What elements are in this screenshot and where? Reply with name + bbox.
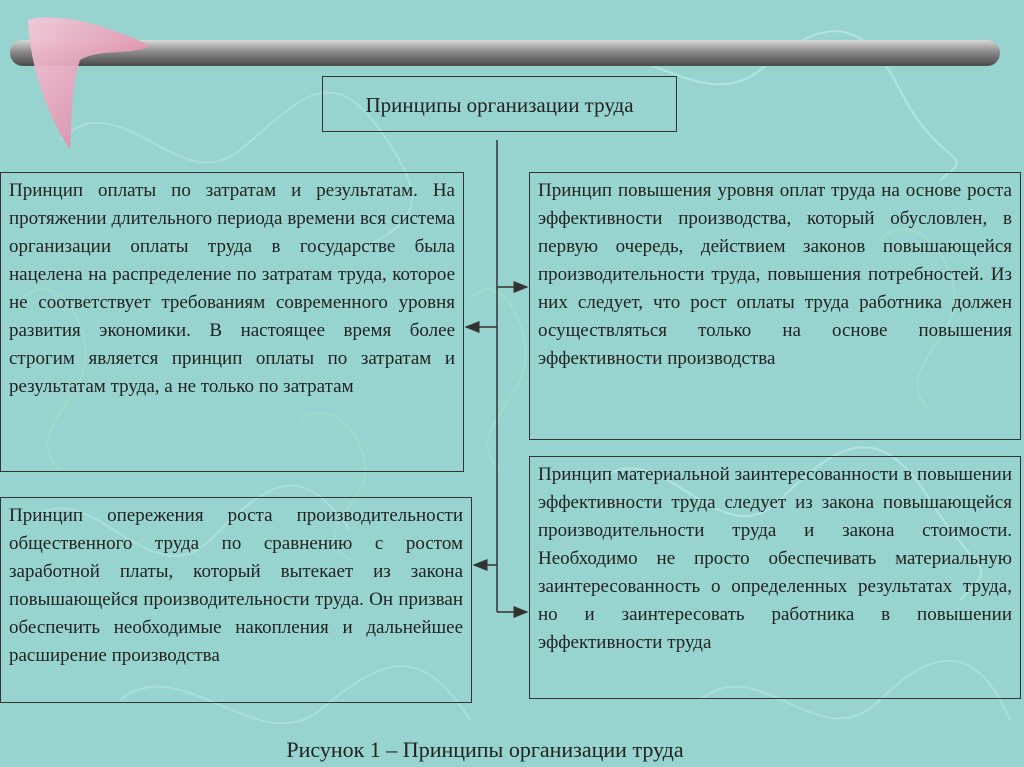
principle-box-costs-results: Принцип оплаты по затратам и результатам. На протяжении длительного периода времени вся система организации оплаты труда в государстве была нацелена на распределение по затратам труда, которое не соответствует требованиям современного уровня развития экономики. В настоящее время более строгим является принцип оплаты по затратам и результатам труда, а не только по затратам [0, 172, 464, 472]
principle-box-wage-growth: Принцип повышения уровня оплат труда на основе роста эффективности производства, который обусловлен, в первую очередь, действием законов повышающейся производительности труда, повышения потребностей. Из них следует, что рост оплаты труда работника должен осуществляться только на основе повышения эффективности производства [529, 172, 1021, 440]
diagram-title: Принципы организации труда [322, 76, 677, 132]
principle-box-material-interest: Принцип материальной заинтересованности в повышении эффективности труда следует из закона повышающейся производительности труда и закона стоимости. Необходимо не просто обеспечивать материальную заинтересованность о определенных результатах труда, но и заинтересовать работника в повышении эффективности труда [529, 456, 1021, 699]
figure-caption: Рисунок 1 – Принципы организации труда [286, 737, 684, 762]
principle-box-productivity-lead: Принцип опережения роста производительности общественного труда по сравнению с ростом заработной платы, который вытекает из закона повышающейся производительности труда. Он призван обеспечить необходимые накопления и дальнейшее расширение производства [0, 497, 472, 703]
